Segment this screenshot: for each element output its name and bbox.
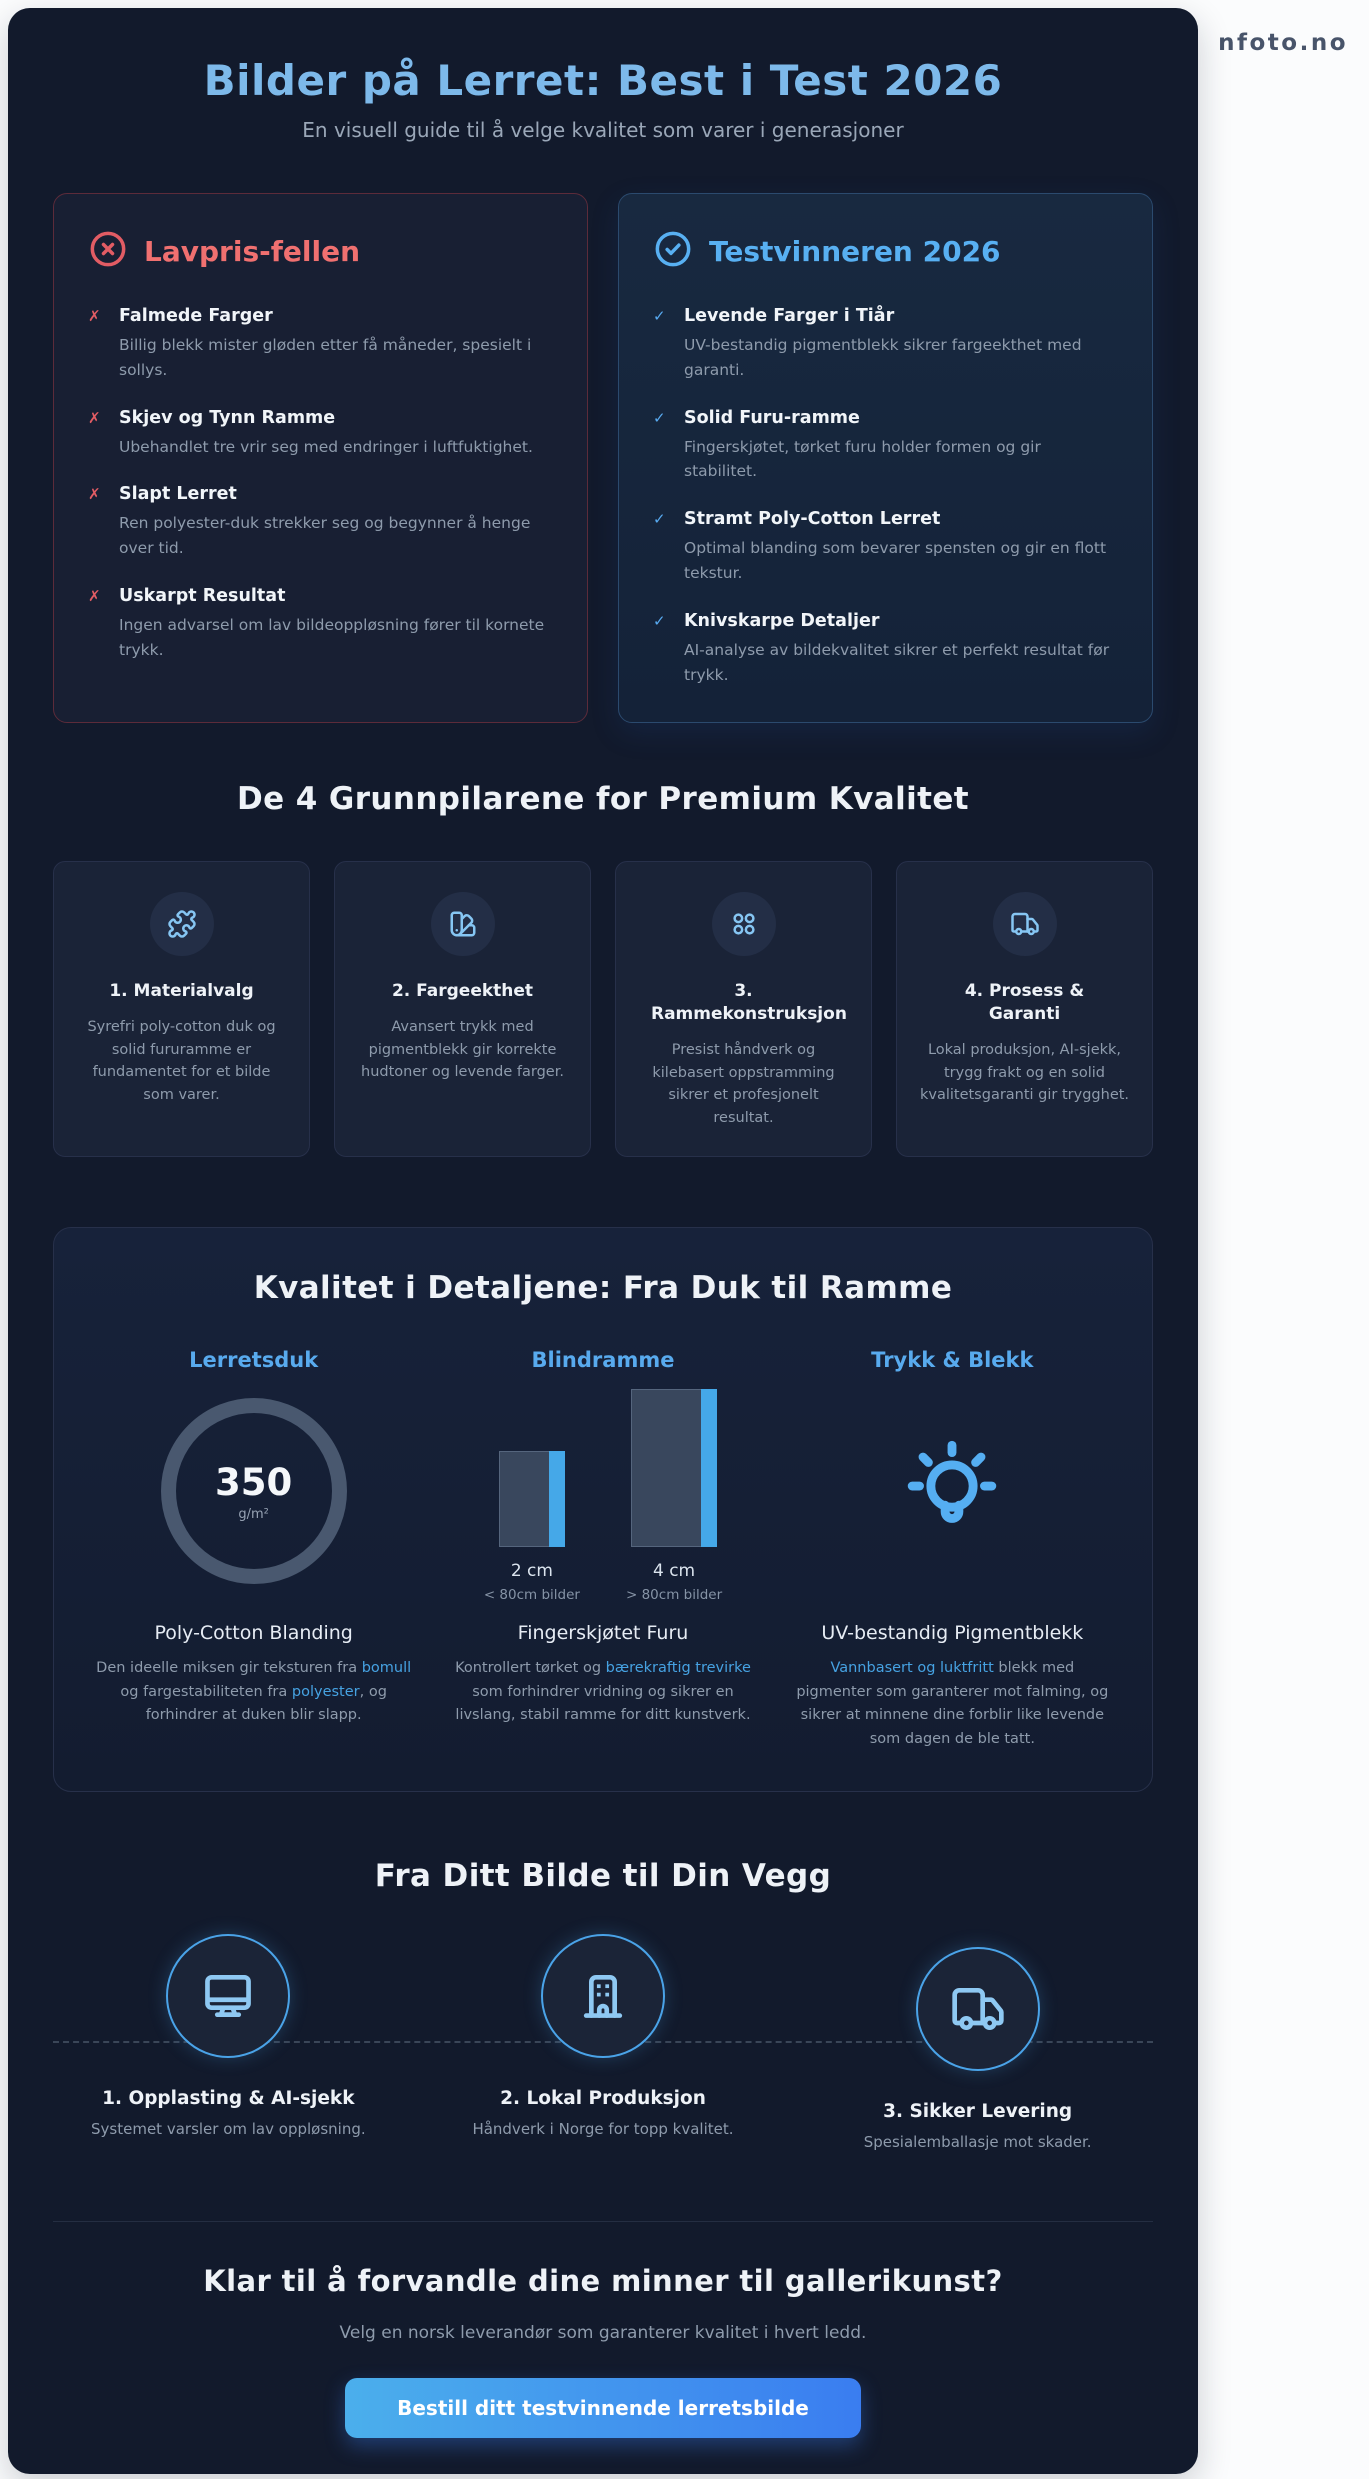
list-item (88, 586, 553, 663)
list-item (653, 611, 1118, 688)
x-mark-icon: ✗ (88, 408, 101, 427)
list-item (653, 408, 1118, 485)
corner-joints-icon (712, 892, 776, 956)
pillars-heading: De 4 Grunnpilarene for Premium Kvalitet (236, 781, 970, 818)
details-heading: Kvalitet i Detaljene: Fra Duk til Ramme (253, 1270, 953, 1307)
circle-check-icon (653, 229, 693, 273)
bar-4cm (631, 1389, 717, 1547)
item-desc: Ubehandlet tre vrir seg med endringer i luftfuktighet. (119, 437, 533, 456)
item-desc: Ren polyester-duk strekker seg og begynner å henge over tid. (119, 514, 531, 558)
truck-icon (993, 892, 1057, 956)
item-title: Skjev og Tynn Ramme (119, 407, 336, 428)
detail-column-stretcher (443, 1348, 762, 1751)
bar-sublabel: < 80cm bilder (483, 1587, 580, 1604)
column-subheading: UV-bestandig Pigmentblekk (821, 1622, 1084, 1645)
list-item (88, 306, 553, 383)
gauge-value: 350 (215, 1460, 293, 1504)
detail-column-canvas (94, 1348, 413, 1751)
check-mark-icon: ✓ (653, 307, 666, 325)
column-subheading: Poly-Cotton Blanding (154, 1622, 353, 1645)
footer-divider (53, 2221, 1153, 2222)
column-header: Lerretsduk (189, 1348, 319, 1373)
step-desc: Spesialemballasje mot skader. (863, 2133, 1092, 2152)
bar-sublabel: > 80cm bilder (625, 1587, 723, 1604)
gauge-unit: g/m² (238, 1506, 269, 1522)
order-button[interactable]: Bestill ditt testvinnende lerretsbilde (345, 2378, 861, 2438)
x-mark-icon: ✗ (88, 485, 101, 504)
column-header: Trykk & Blekk (871, 1348, 1034, 1373)
pillar-title: 3. Rammekonstruksjon (651, 981, 847, 1025)
item-desc: Billig blekk mister gløden etter få måneder, spesielt i sollys. (119, 336, 532, 379)
lightbulb-icon (893, 1430, 1011, 1552)
pillar-desc: Avansert trykk med pigmentblekk gir korrekte hudtoner og levende farger. (361, 1019, 564, 1081)
item-title: Uskarpt Resultat (119, 585, 286, 606)
item-title: Solid Furu-ramme (684, 407, 860, 428)
x-mark-icon: ✗ (88, 307, 101, 325)
circle-x-icon (88, 229, 128, 273)
page-subtitle: En visuell guide til å velge kvalitet som varer i generasjoner (302, 118, 904, 142)
bar-group-2cm (484, 1451, 580, 1603)
page-title: Bilder på Lerret: Best i Test 2026 (203, 56, 1003, 105)
frame-depth-bars (484, 1389, 722, 1603)
item-title: Slapt Lerret (119, 484, 237, 505)
monitor-icon (166, 1934, 290, 2058)
lowprice-card-header (88, 229, 553, 273)
column-subheading: Fingerskjøtet Furu (517, 1622, 689, 1645)
testwinner-card-header (653, 229, 1118, 273)
bar-label: 2 cm (510, 1561, 553, 1582)
column-desc: Kontrollert tørket og bærekraftig trevirke som forhindrer vridning og sikrer en livslang, stabil ramme for ditt kunstverk. (455, 1660, 751, 1724)
list-item (88, 408, 553, 460)
infographic-card (8, 8, 1198, 2474)
cta-subtitle: Velg en norsk leverandør som garanterer kvalitet i hvert ledd. (339, 2322, 867, 2343)
testwinner-card-title: Testvinneren 2026 (709, 234, 1001, 268)
delivery-truck-icon (916, 1947, 1040, 2071)
check-mark-icon: ✓ (653, 510, 666, 529)
column-desc: Den ideelle miksen gir teksturen fra bomull og fargestabiliteten fra polyester, og forhindrer at duken blir slapp. (96, 1660, 412, 1724)
column-desc: Vannbasert og luktfritt blekk med pigmenter som garanterer mot falming, og sikrer at minnene dine forblir like levende som dagen de ble tatt. (796, 1660, 1109, 1747)
item-title: Stramt Poly-Cotton Lerret (684, 509, 941, 530)
item-desc: Ingen advarsel om lav bildeoppløsning fører til kornete trykk. (119, 615, 545, 659)
pillar-card-frame (615, 861, 872, 1157)
item-desc: Fingerskjøtet, tørket furu holder formen og gir stabilitet. (684, 437, 1041, 481)
pillar-card-materials (53, 861, 310, 1157)
pillar-card-process (896, 861, 1153, 1157)
pillars-section (53, 861, 1153, 1157)
factory-icon (541, 1934, 665, 2058)
step-desc: Håndverk i Norge for topp kvalitet. (472, 2120, 734, 2139)
site-logo: nfoto.no (1218, 30, 1348, 56)
pillar-title: 1. Materialvalg (109, 981, 254, 1002)
puzzle-icon (150, 892, 214, 956)
list-item (653, 509, 1118, 586)
item-desc: UV-bestandig pigmentblekk sikrer fargeekthet med garanti. (684, 336, 1082, 379)
x-mark-icon: ✗ (88, 586, 101, 605)
details-section (53, 1227, 1153, 1792)
step-title: 3. Sikker Levering (883, 2101, 1073, 2123)
step-production (428, 1934, 779, 2154)
step-title: 2. Lokal Produksjon (500, 2088, 706, 2110)
bar-group-4cm (626, 1389, 722, 1603)
item-title: Knivskarpe Detaljer (684, 610, 880, 631)
testwinner-card (618, 193, 1153, 723)
step-desc: Systemet varsler om lav oppløsning. (91, 2120, 366, 2139)
lowprice-item-list (88, 306, 553, 663)
pillar-title: 2. Fargeekthet (391, 981, 534, 1002)
process-section (53, 1934, 1153, 2154)
swatchbook-icon (431, 892, 495, 956)
item-title: Levende Farger i Tiår (684, 306, 895, 326)
lowprice-trap-card (53, 193, 588, 723)
pillar-desc: Lokal produksjon, AI-sjekk, trygg frakt og en solid kvalitetsgaranti gir trygghet. (919, 1042, 1130, 1104)
lowprice-card-title: Lavpris-fellen (144, 234, 361, 268)
detail-column-ink (793, 1348, 1112, 1751)
check-mark-icon: ✓ (653, 408, 666, 427)
item-title: Falmede Farger (119, 306, 273, 326)
pillar-desc: Syrefri poly-cotton duk og solid fururamme er fundamentet for et bilde som varer. (87, 1019, 276, 1103)
list-item (653, 306, 1118, 383)
process-heading: Fra Ditt Bilde til Din Vegg (374, 1858, 832, 1895)
item-desc: AI-analyse av bildekvalitet sikrer et perfekt resultat før trykk. (684, 640, 1110, 684)
comparison-section (53, 193, 1153, 723)
bar-2cm (499, 1451, 565, 1547)
pillar-title: 4. Prosess & Garanti (964, 981, 1085, 1025)
step-delivery (802, 1947, 1153, 2154)
column-header: Blindramme (531, 1348, 675, 1373)
pillar-desc: Presist håndverk og kilebasert oppstramming sikrer et profesjonelt resultat. (652, 1042, 835, 1126)
testwinner-item-list (653, 306, 1118, 687)
step-upload (53, 1934, 404, 2154)
bar-label: 4 cm (652, 1561, 696, 1582)
grammage-gauge (161, 1398, 347, 1584)
step-title: 1. Opplasting & AI-sjekk (102, 2088, 355, 2110)
item-desc: Optimal blanding som bevarer spensten og gir en flott tekstur. (684, 539, 1107, 582)
check-mark-icon: ✓ (653, 611, 666, 630)
list-item (88, 484, 553, 561)
cta-heading: Klar til å forvandle dine minner til gallerikunst? (203, 2263, 1003, 2298)
pillar-card-color (334, 861, 591, 1157)
